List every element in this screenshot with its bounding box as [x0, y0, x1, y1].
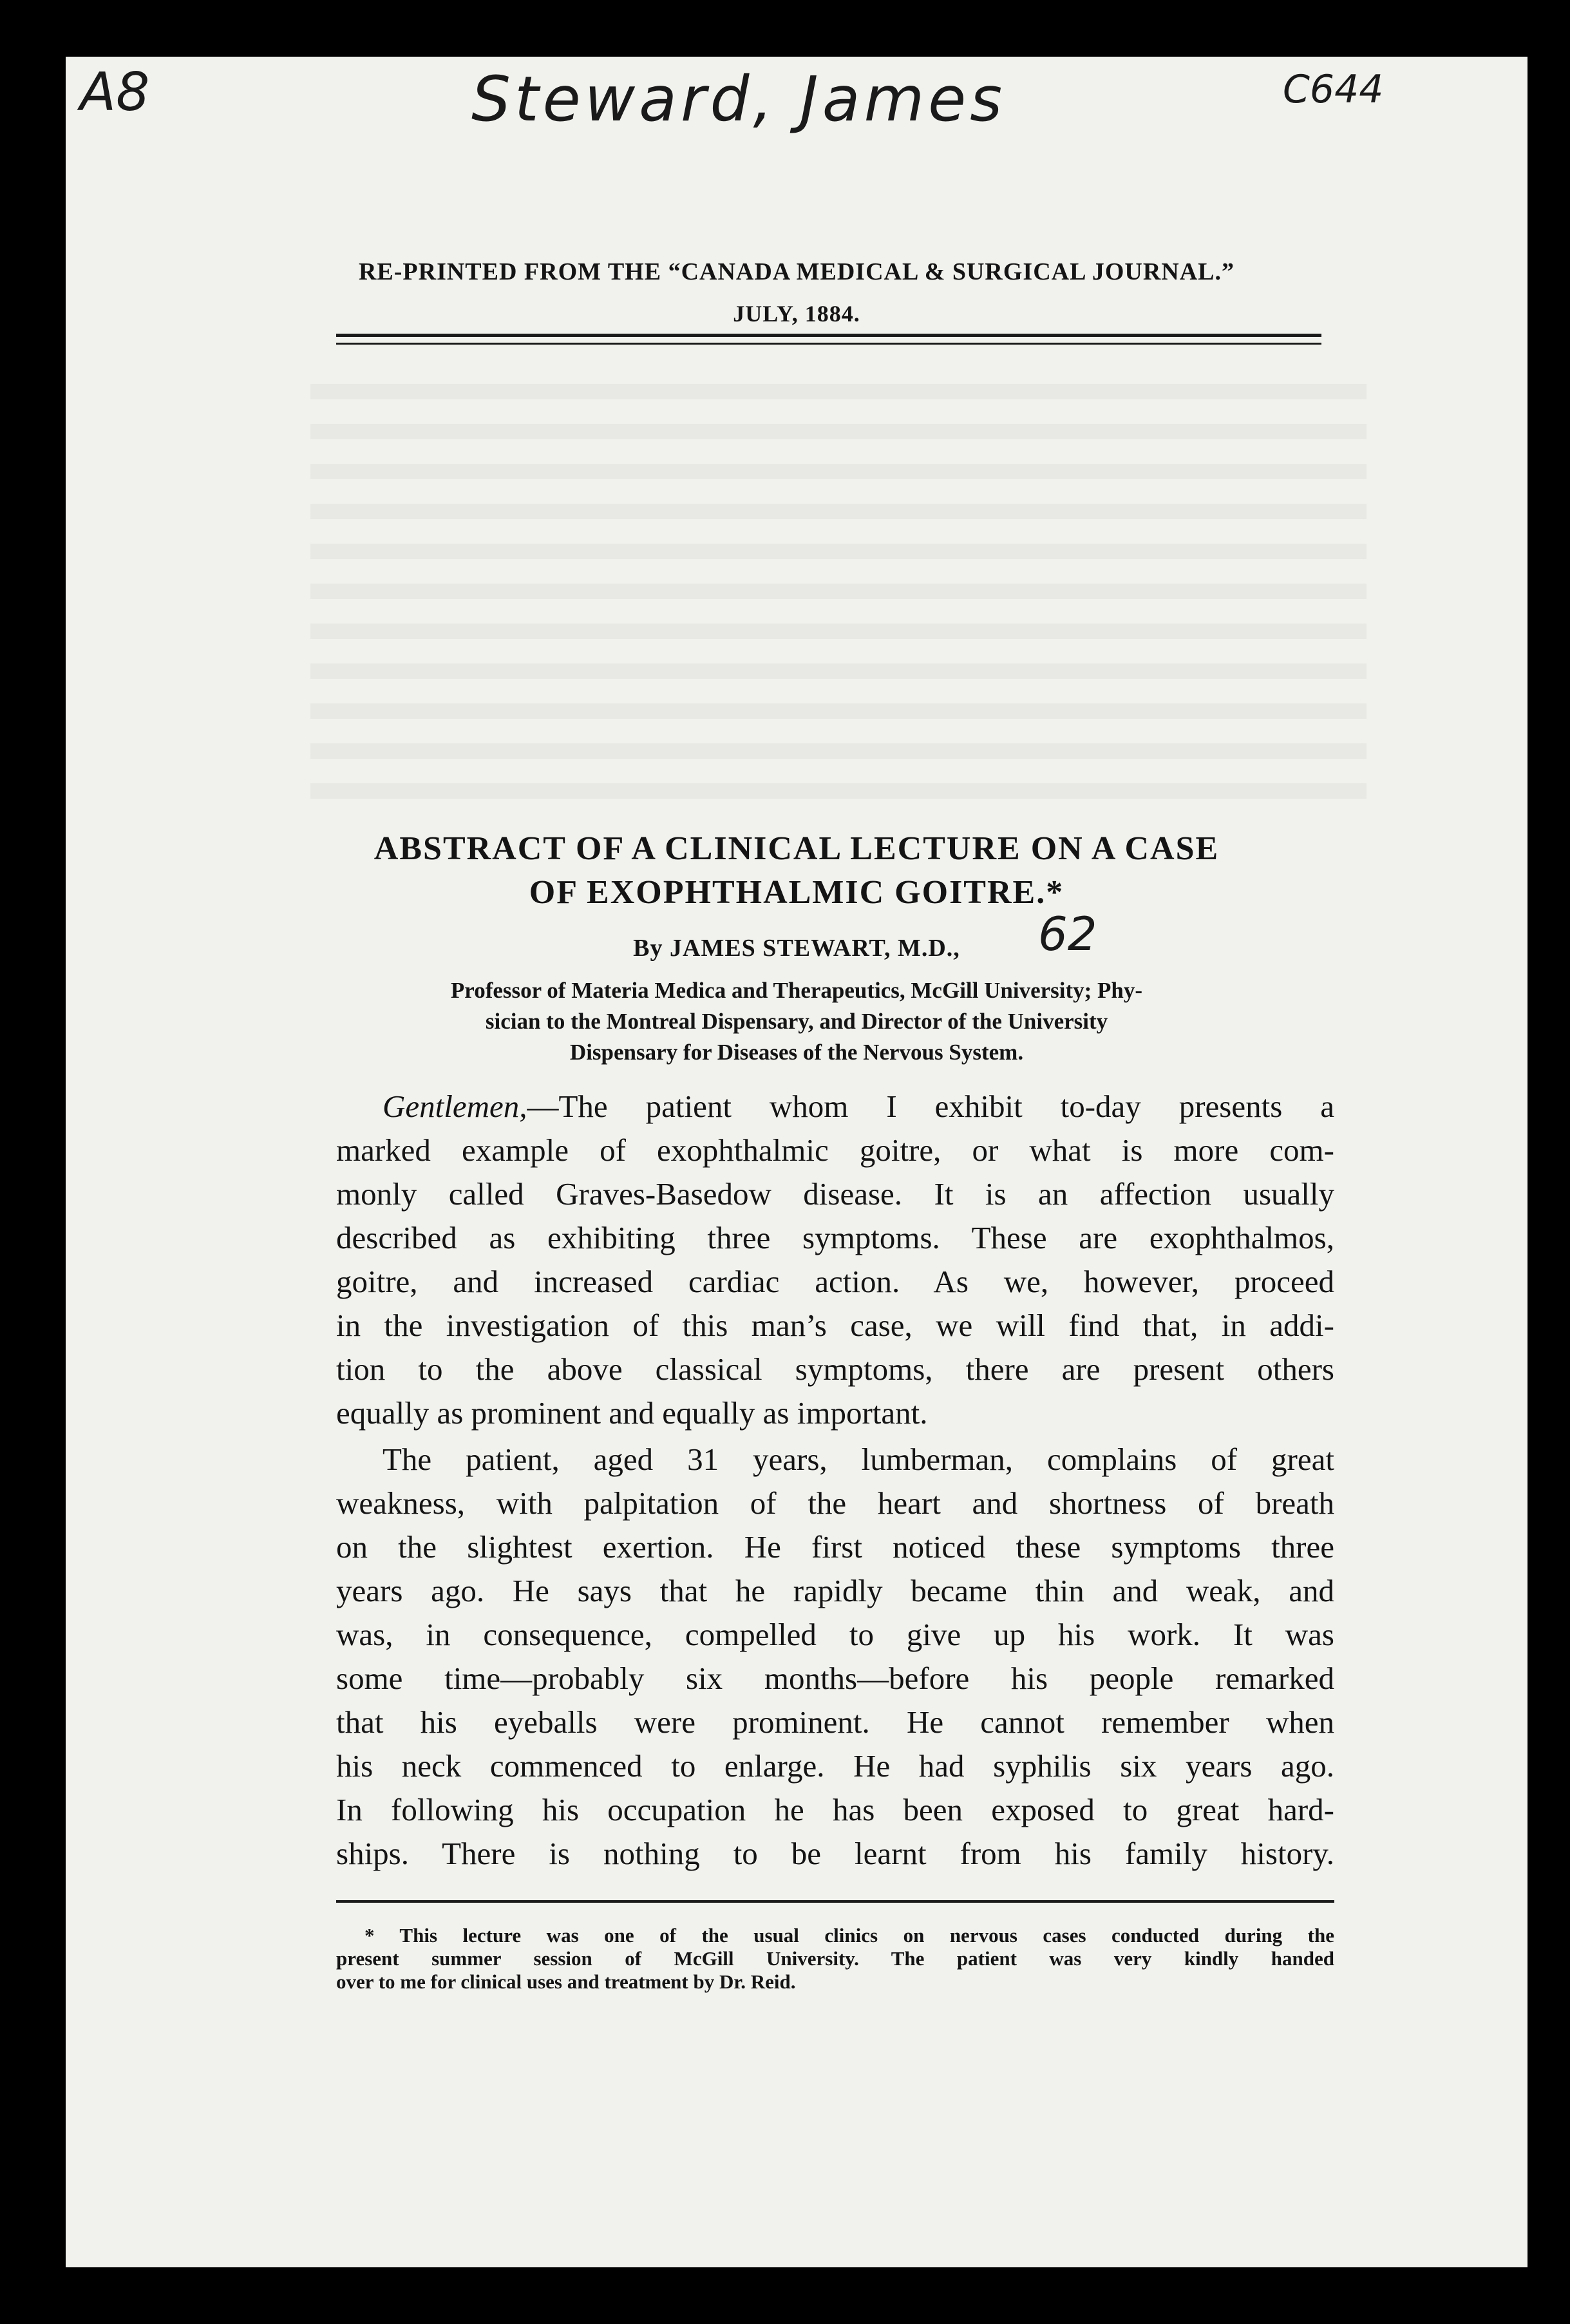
reprint-date-line: JULY, 1884.	[733, 301, 860, 327]
paragraph-1-line: marked example of exophthalmic goitre, or what is more com-	[336, 1132, 1334, 1168]
paragraph-1-line: tion to the above classical symptoms, there are present others	[336, 1351, 1334, 1387]
article-title-line-1: ABSTRACT OF A CLINICAL LECTURE ON A CASE	[374, 830, 1220, 867]
scanned-page	[66, 57, 1527, 2267]
author-affiliation-line: sician to the Montreal Dispensary, and Director of the University	[485, 1009, 1108, 1034]
paragraph-1-line: goitre, and increased cardiac action. As we, however, proceed	[336, 1264, 1334, 1299]
footnote-line: present summer session of McGill University. The patient was very kindly handed	[336, 1948, 1334, 1970]
footnote-line: over to me for clinical uses and treatment by Dr. Reid.	[336, 1971, 796, 1993]
paragraph-2-line: years ago. He says that he rapidly became thin and weak, and	[336, 1573, 1334, 1608]
paragraph-2-line: some time—probably six months—before his people remarked	[336, 1661, 1334, 1696]
paragraph-1-line	[336, 1087, 1334, 1127]
handwritten-catalog-number: C644	[1283, 67, 1384, 112]
paragraph-1-line: in the investigation of this man’s case, we will find that, in addi-	[336, 1308, 1334, 1343]
salutation: Gentlemen,	[383, 1089, 527, 1124]
paragraph-2-line: ships. There is nothing to be learnt from his family history.	[336, 1836, 1334, 1871]
paragraph-1-line: monly called Graves-Basedow disease. It is an affection usually	[336, 1176, 1334, 1212]
handwritten-page-number: 62	[1038, 907, 1097, 961]
header-rule-thick	[336, 334, 1321, 337]
paragraph-1-line-text: —The patient whom I exhibit to-day presents a	[527, 1089, 1334, 1124]
handwritten-catalog-mark: A8	[80, 62, 150, 123]
bleed-through-texture	[310, 359, 1367, 810]
paragraph-2-line: weakness, with palpitation of the heart and shortness of breath	[336, 1485, 1334, 1521]
article-title-line-2: OF EXOPHTHALMIC GOITRE.*	[529, 874, 1064, 911]
paragraph-1-line: described as exhibiting three symptoms. These are exophthalmos,	[336, 1220, 1334, 1255]
footnote-line: * This lecture was one of the usual clinics on nervous cases conducted during the	[364, 1925, 1334, 1947]
header-rule-thin	[336, 343, 1321, 345]
author-affiliation-line: Dispensary for Diseases of the Nervous System.	[569, 1040, 1024, 1065]
paragraph-2-line: The patient, aged 31 years, lumberman, complains of great	[383, 1442, 1334, 1477]
handwritten-author-name: Steward, James	[471, 63, 1007, 135]
footnote-rule	[336, 1900, 1334, 1903]
author-byline: By JAMES STEWART, M.D.,	[633, 935, 960, 962]
paragraph-2-line: In following his occupation he has been exposed to great hard-	[336, 1792, 1334, 1827]
paragraph-2-line: that his eyeballs were prominent. He cannot remember when	[336, 1704, 1334, 1740]
paragraph-2-line: his neck commenced to enlarge. He had syphilis six years ago.	[336, 1748, 1334, 1784]
paragraph-1-line: equally as prominent and equally as important.	[336, 1395, 928, 1431]
reprint-source-line: RE-PRINTED FROM THE “CANADA MEDICAL & SURGICAL JOURNAL.”	[358, 258, 1235, 285]
author-affiliation-line: Professor of Materia Medica and Therapeutics, McGill University; Phy-	[450, 978, 1143, 1003]
paragraph-2-line: was, in consequence, compelled to give up his work. It was	[336, 1617, 1334, 1652]
paragraph-2-line: on the slightest exertion. He first noticed these symptoms three	[336, 1529, 1334, 1565]
